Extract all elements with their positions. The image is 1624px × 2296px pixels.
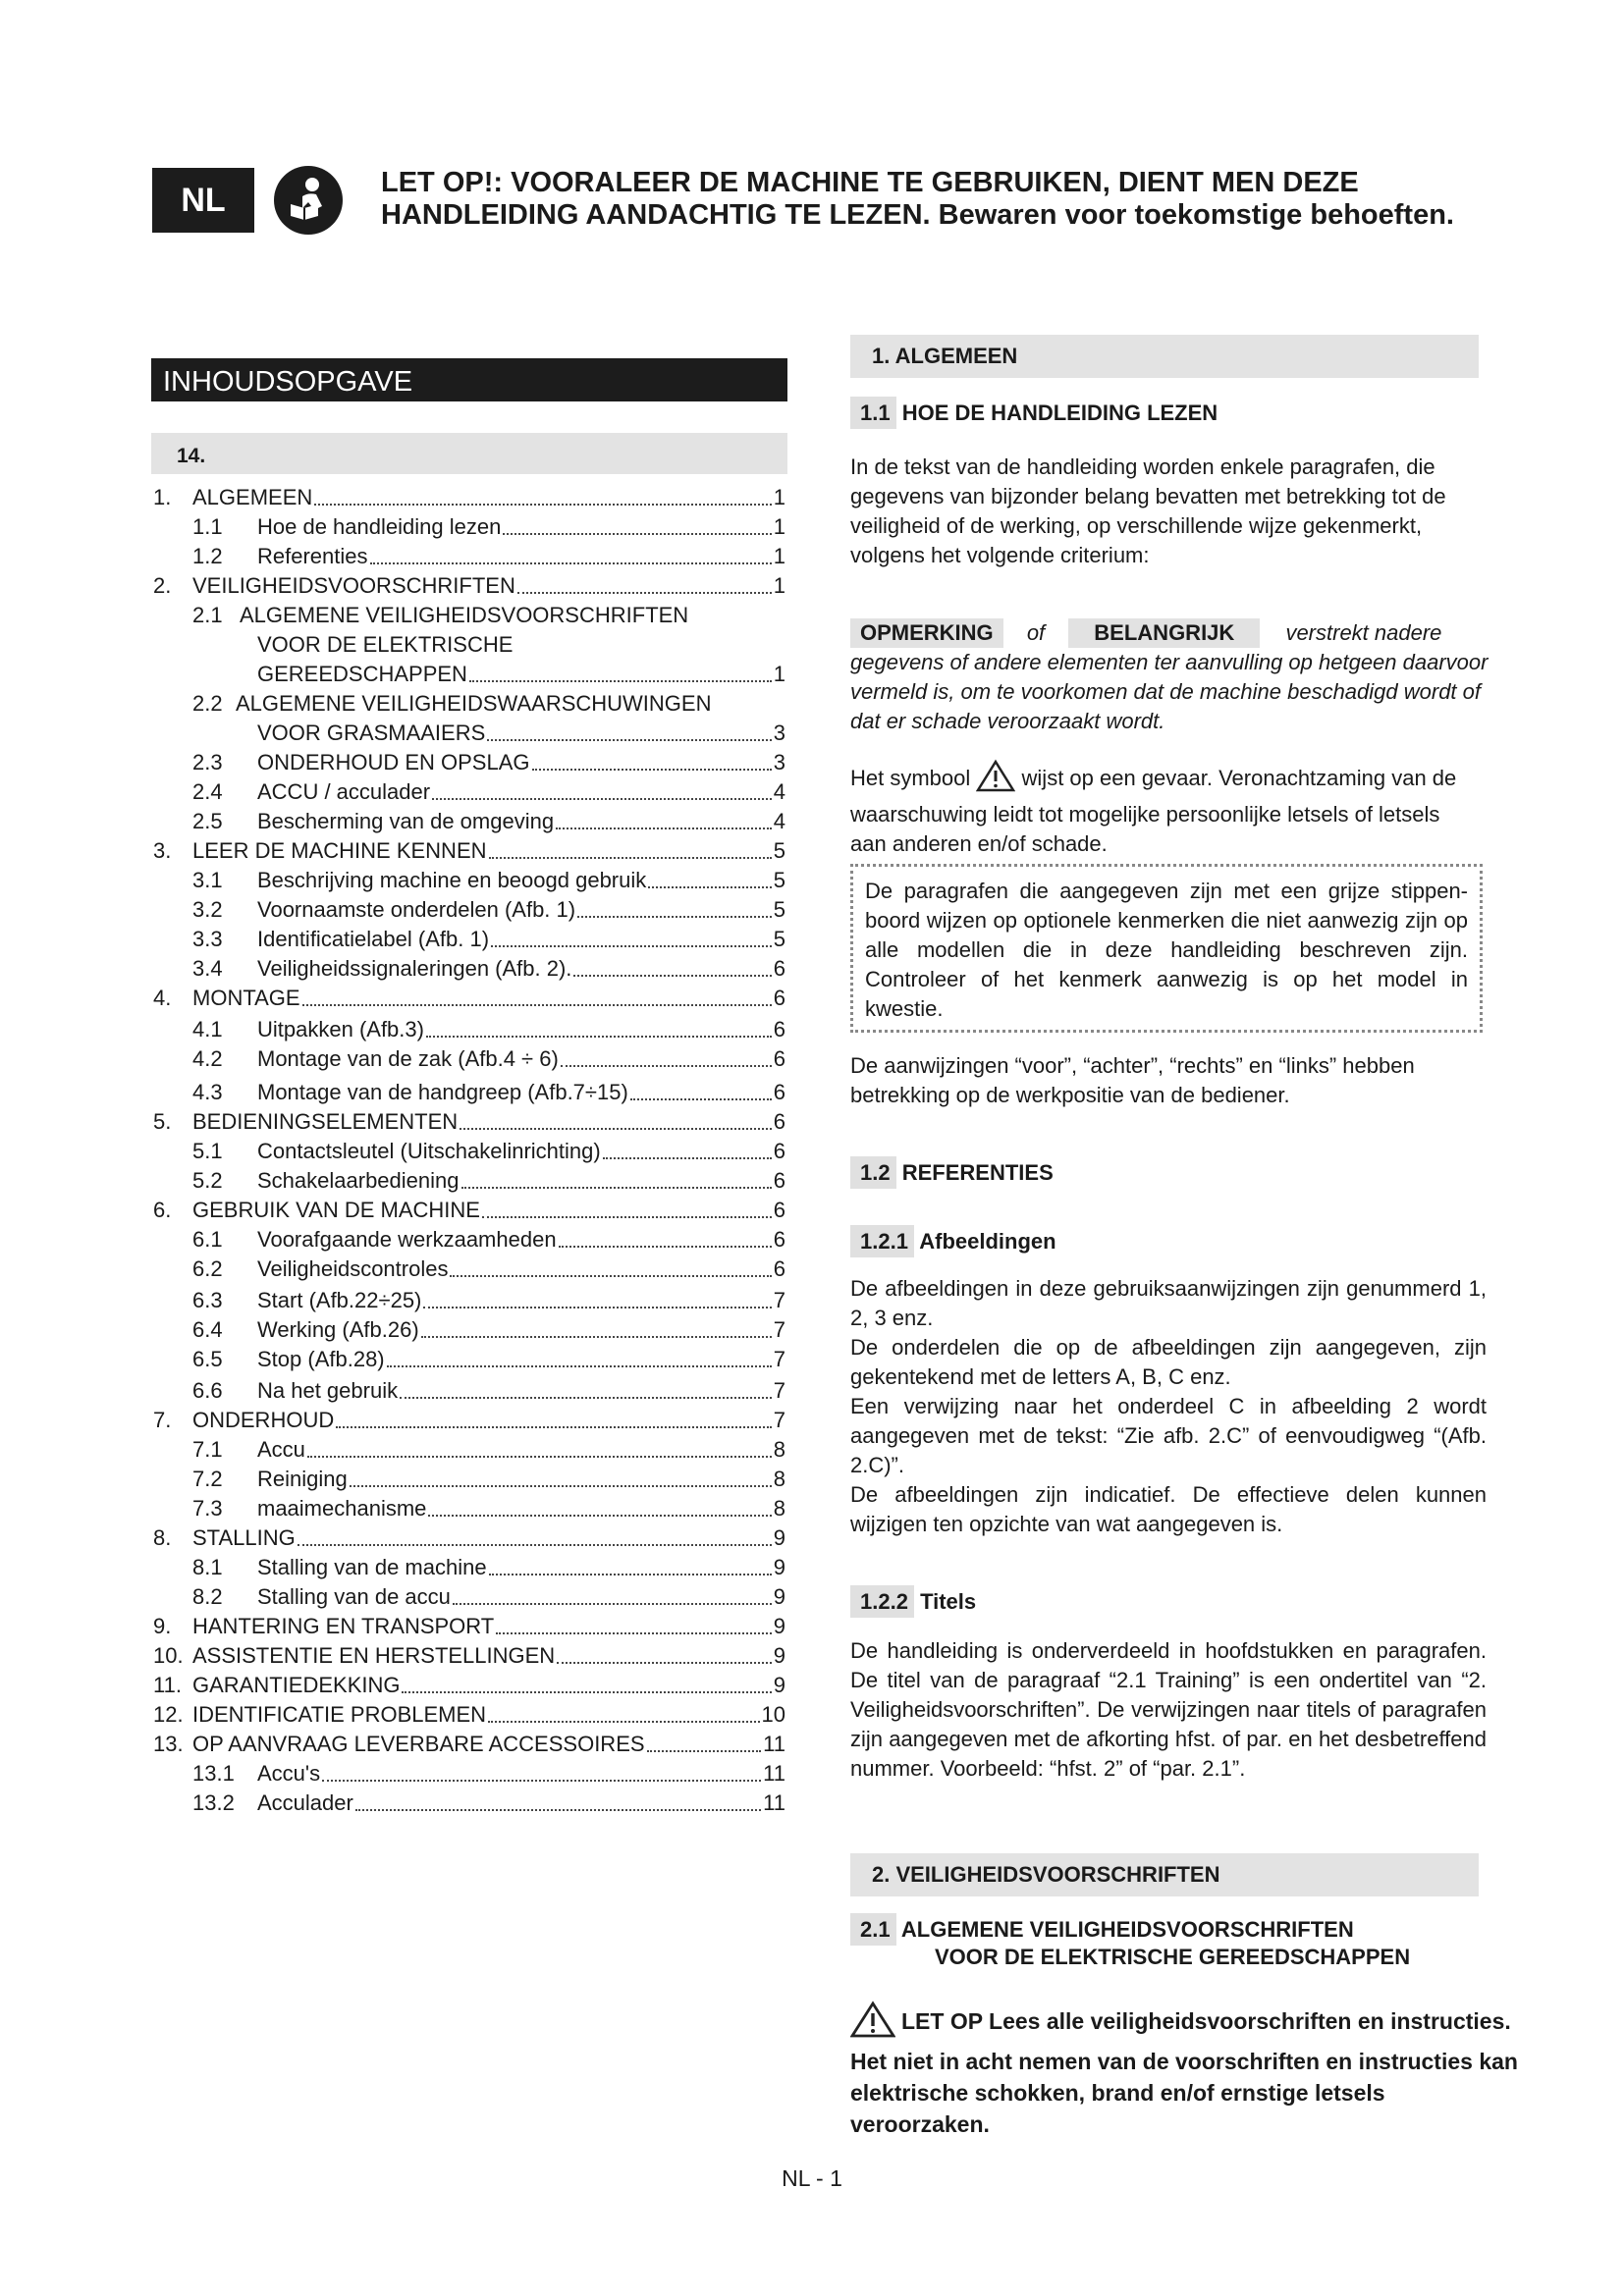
toc-entry-text: GEBRUIK VAN DE MACHINE [192, 1198, 480, 1222]
language-badge: NL [152, 168, 254, 233]
toc-entry-number: 3. [153, 838, 172, 863]
toc-entry-number: 6.2 [192, 1256, 223, 1281]
toc-entry-text: GEREEDSCHAPPEN [257, 662, 467, 686]
read-manual-icon [273, 165, 344, 236]
toc-entry-text: ONDERHOUD [192, 1408, 335, 1432]
toc-entry-text: IDENTIFICATIE PROBLEMEN [192, 1702, 487, 1727]
toc-entry-number: 1.1 [192, 514, 223, 539]
toc-entry [192, 1437, 785, 1463]
toc-entry [192, 1378, 785, 1404]
safety-warning [850, 2001, 1518, 2140]
toc-entry-text: ALGEMEEN [192, 485, 313, 509]
note-rest-1: verstrekt nadere [1285, 620, 1442, 645]
toc-entry [192, 956, 785, 982]
toc-entry-text: Stalling van de machine [257, 1555, 487, 1579]
toc-entry [192, 1139, 785, 1164]
toc-entry-continuation [257, 721, 785, 746]
subsection-text: Afbeeldingen [919, 1229, 1056, 1254]
toc-entry [192, 514, 785, 540]
toc-entry-page: 9 [773, 1614, 785, 1638]
toc-entry-number: 6.4 [192, 1317, 223, 1342]
toc-entry-text: Veiligheidscontroles [257, 1256, 449, 1281]
toc-entry-text: Identificatielabel (Afb. 1) [257, 927, 490, 951]
toc-entry-number: 4.2 [192, 1046, 223, 1071]
toc-leader-dots [307, 1455, 772, 1458]
toc-entry-number: 6.5 [192, 1347, 223, 1371]
subsection-number: 2.1 [850, 1913, 896, 1946]
toc-entry-page: 6 [773, 1046, 785, 1071]
toc-entry-continuation [257, 662, 785, 687]
toc-leader-dots [421, 1335, 772, 1338]
figures-p1: De afbeeldingen in deze gebruiksaanwijzingen zijn genummerd 1, 2, 3 enz. [850, 1276, 1487, 1330]
toc-entry-number: 10. [153, 1643, 184, 1668]
toc-entry-number: 5. [153, 1109, 172, 1134]
toc-entry-text: ALGEMENE VEILIGHEIDSWAARSCHUWINGEN [236, 691, 712, 716]
toc-leader-dots [496, 1631, 772, 1634]
toc-leader-dots [517, 591, 772, 594]
toc-entry-page: 11 [763, 1790, 785, 1815]
toc-entry-number: 6. [153, 1198, 172, 1222]
toc-entry [192, 1467, 785, 1492]
toc-entry-page: 6 [773, 1198, 785, 1222]
toc-entry-number: 1.2 [192, 544, 223, 568]
toc-entry-page: 8 [773, 1437, 785, 1462]
toc-entry-number: 7. [153, 1408, 172, 1432]
toc-entry-text: Stalling van de accu [257, 1584, 451, 1609]
toc-entry-number: 11. [153, 1673, 182, 1697]
subsection-1-1-title [860, 399, 1218, 428]
subsection-text: HOE DE HANDLEIDING LEZEN [901, 400, 1218, 425]
opmerking-chip: OPMERKING [850, 618, 1003, 648]
toc-entry-number: 2.2 [192, 691, 223, 716]
toc-entry-page: 1 [773, 662, 785, 686]
toc-entry-text: Beschrijving machine en beoogd gebruik [257, 868, 647, 892]
toc-leader-dots [402, 1690, 771, 1693]
toc-leader-dots [489, 856, 772, 859]
subsection-text-2: VOOR DE ELEKTRISCHE GEREEDSCHAPPEN [935, 1945, 1411, 1969]
figures-p4: De afbeeldingen zijn indicatief. De effectieve delen kunnen wijzigen ten opzichte van wat aangegeven is. [850, 1482, 1487, 1536]
toc-entry-number: 6.1 [192, 1227, 223, 1252]
subsection-text: REFERENTIES [901, 1160, 1054, 1185]
toc-entry-text: ALGEMENE VEILIGHEIDSVOORSCHRIFTEN [240, 603, 689, 627]
toc-entry-text: Acculader [257, 1790, 353, 1815]
symbol-post: wijst op een gevaar. Veronachtzaming van de waarschuwing leidt tot mogelijke persoonlijke letsels of letsels aan anderen en/of schade. [850, 765, 1457, 856]
toc-entry-page: 9 [773, 1525, 785, 1550]
intro-paragraph: In de tekst van de handleiding worden enkele paragrafen, die gegevens van bijzonder belang bevatten met betrekking tot de veiligheid of de werking, op verschillende wijze gekenmerkt, volgens het volgende criterium: [850, 454, 1446, 567]
symbol-pre: Het symbool [850, 765, 971, 790]
toc-leader-dots [648, 885, 772, 888]
warning-triangle-icon [976, 759, 1015, 800]
toc-entry-text: Bescherming van de omgeving [257, 809, 555, 833]
toc-entry-number: 4. [153, 986, 172, 1010]
toc-leader-dots [573, 974, 771, 977]
toc-entry-page: 1 [773, 544, 785, 568]
toc-entry-number: 9. [153, 1614, 172, 1638]
toc-entry [192, 1046, 785, 1072]
toc-entry-text: Accu's [257, 1761, 321, 1786]
toc-leader-dots [350, 1484, 772, 1487]
toc-entry [192, 1017, 785, 1042]
toc-entry [153, 1614, 785, 1639]
toc-entry-page: 6 [773, 1139, 785, 1163]
toc-entry-text: Montage van de handgreep (Afb.7÷15) [257, 1080, 628, 1104]
toc-leader-dots [450, 1274, 771, 1277]
toc-entry [192, 1790, 785, 1816]
subsection-number: 1.2.2 [850, 1585, 914, 1618]
toc-entry-page: 7 [773, 1317, 785, 1342]
toc-entry-page: 9 [773, 1643, 785, 1668]
toc-entry-text: MONTAGE [192, 986, 300, 1010]
toc-entry [192, 1347, 785, 1372]
toc-entry-number: 7.3 [192, 1496, 223, 1521]
toc-entry-text: Werking (Afb.26) [257, 1317, 419, 1342]
toc-entry-page: 3 [773, 750, 785, 774]
toc-entry-number: 3.3 [192, 927, 223, 951]
toc-entry [192, 1584, 785, 1610]
toc-leader-dots [503, 532, 771, 535]
toc-entry-text: GARANTIEDEKKING [192, 1673, 401, 1697]
toc-entry-text: VOOR DE ELEKTRISCHE [257, 632, 514, 657]
toc-entry-text: Contactsleutel (Uitschakelinrichting) [257, 1139, 601, 1163]
toc-entry-number: 13.1 [192, 1761, 235, 1786]
toc-entry-page: 7 [773, 1378, 785, 1403]
subsection-text: Titels [920, 1589, 977, 1614]
subsection-1-2-2-title [860, 1587, 976, 1617]
toc-leader-dots [314, 503, 771, 506]
warning-triangle-icon [850, 2001, 895, 2046]
toc-entry-page: 9 [773, 1584, 785, 1609]
toc-entry-text: STALLING [192, 1525, 296, 1550]
toc-entry-page: 1 [773, 573, 785, 598]
toc-leader-dots [532, 768, 772, 771]
toc-entry-number: 5.1 [192, 1139, 223, 1163]
toc-entry [192, 603, 785, 628]
toc-entry-text: Stop (Afb.28) [257, 1347, 385, 1371]
toc-leader-dots [577, 915, 772, 918]
toc-entry-number: 7.2 [192, 1467, 223, 1491]
toc-entry-number: 3.1 [192, 868, 223, 892]
toc-leader-dots [482, 1215, 772, 1218]
toc-leader-dots [302, 1003, 772, 1006]
toc-entry-page: 6 [773, 1109, 785, 1134]
toc-entry-page: 6 [773, 1080, 785, 1104]
toc-entry-continuation [257, 632, 785, 658]
toc-entry-page: 7 [773, 1408, 785, 1432]
toc-entry-text: ASSISTENTIE EN HERSTELLINGEN [192, 1643, 556, 1668]
belangrijk-chip: BELANGRIJK [1068, 618, 1260, 648]
toc-entry-page: 6 [773, 1017, 785, 1041]
toc-entry-text: Start (Afb.22÷25) [257, 1288, 422, 1312]
toc-entry [153, 1673, 785, 1698]
toc-entry-page: 4 [773, 809, 785, 833]
toc-entry-text: Referenties [257, 544, 368, 568]
toc-entry-page: 8 [773, 1496, 785, 1521]
toc-entry [153, 838, 785, 864]
toc-leader-dots [428, 1514, 771, 1517]
toc-leader-dots [322, 1779, 761, 1782]
toc-leader-dots [630, 1097, 772, 1100]
toc-entry-text: LEER DE MACHINE KENNEN [192, 838, 487, 863]
toc-entry-number: 3.4 [192, 956, 223, 981]
toc-leader-dots [469, 679, 772, 682]
toc-entry-number: 8. [153, 1525, 172, 1550]
toc-entry-number: 6.6 [192, 1378, 223, 1403]
toc-entry-text: Na het gebruik [257, 1378, 399, 1403]
toc-entry-page: 5 [773, 897, 785, 922]
toc-entry-text: ONDERHOUD EN OPSLAG [257, 750, 530, 774]
toc-entry-page: 6 [773, 1256, 785, 1281]
toc-entry [192, 544, 785, 569]
toc-leader-dots [488, 1720, 759, 1723]
toc-entry [192, 1555, 785, 1580]
toc-entry-number: 7.1 [192, 1437, 223, 1462]
page-number: NL - 1 [782, 2165, 842, 2191]
toc-entry-text: maaimechanisme [257, 1496, 427, 1521]
toc-entry [192, 1080, 785, 1105]
toc-entry [192, 868, 785, 893]
toc-leader-dots [556, 827, 772, 829]
toc-entry-text: Accu [257, 1437, 305, 1462]
section-2-title: 2. VEILIGHEIDSVOORSCHRIFTEN [850, 1853, 1479, 1896]
toc-entry-page: 7 [773, 1347, 785, 1371]
toc-entry [192, 1227, 785, 1253]
toc-leader-dots [370, 561, 772, 564]
toc-entry-text: HANTERING EN TRANSPORT [192, 1614, 495, 1638]
toc-entry-number: 6.3 [192, 1288, 223, 1312]
subsection-number: 1.2.1 [850, 1225, 914, 1257]
toc-leader-dots [487, 738, 771, 741]
header-warning [381, 167, 1598, 232]
toc-entry [153, 1198, 785, 1223]
toc-leader-dots [557, 1661, 772, 1664]
toc-entry-page: 7 [773, 1288, 785, 1312]
toc-entry-page: 4 [773, 779, 785, 804]
toc-entry-text: Voorafgaande werkzaamheden [257, 1227, 557, 1252]
toc-entry [153, 1702, 785, 1728]
toc-entry-page: 6 [773, 956, 785, 981]
toc-leader-dots [426, 1035, 772, 1038]
subsection-1-2-1-title [860, 1227, 1056, 1256]
toc-entry [192, 1496, 785, 1522]
note-paragraph [850, 618, 1489, 736]
toc-entry-number: 2.4 [192, 779, 223, 804]
subsection-number: 1.2 [850, 1156, 896, 1189]
toc-entry-page: 11 [763, 1732, 785, 1756]
toc-leader-dots [432, 797, 772, 800]
toc-entry [153, 1525, 785, 1551]
toc-entry [192, 779, 785, 805]
toc-title: INHOUDSOPGAVE [151, 358, 787, 401]
section-1-title: 1. ALGEMEEN [850, 335, 1479, 378]
figures-paragraph [850, 1274, 1487, 1539]
toc-entry-page: 5 [773, 838, 785, 863]
toc-entry-page: 1 [773, 514, 785, 539]
toc-entry [192, 1288, 785, 1313]
toc-leader-dots [298, 1543, 772, 1546]
toc-entry-number: 8.2 [192, 1584, 223, 1609]
toc-leader-dots [489, 1573, 772, 1575]
toc-entry [153, 1732, 785, 1757]
subsection-number: 1.1 [850, 397, 896, 429]
toc-entry-number: 2.3 [192, 750, 223, 774]
toc-leader-dots [336, 1425, 772, 1428]
toc-entry-page: 3 [773, 721, 785, 745]
toc-entry-number: 13. [153, 1732, 184, 1756]
toc-entry-number: 1. [153, 485, 172, 509]
toc-entry-text: Reiniging [257, 1467, 348, 1491]
toc-entry-text: Uitpakken (Afb.3) [257, 1017, 424, 1041]
toc-entry [192, 927, 785, 952]
toc-entry [153, 1643, 785, 1669]
toc-entry-number: 2.1 [192, 603, 223, 627]
toc-entry-page: 5 [773, 868, 785, 892]
toc-entry-number: 2.5 [192, 809, 223, 833]
toc-entry-text: Montage van de zak (Afb.4 ÷ 6) [257, 1046, 559, 1071]
toc-entry [153, 485, 785, 510]
toc-entry-page: 1 [773, 485, 785, 509]
toc-entry-text: Schakelaarbediening [257, 1168, 460, 1193]
figures-p3: Een verwijzing naar het onderdeel C in afbeelding 2 wordt aangegeven met de tekst: “Zie afb. 2.C” of eenvoudigweg “(Afb. 2.C)”. [850, 1394, 1487, 1477]
toc-entry-number: 3.2 [192, 897, 223, 922]
toc-entry-text: Veiligheidssignaleringen (Afb. 2). [257, 956, 572, 981]
toc-entry [153, 986, 785, 1011]
toc-entry-text: Hoe de handleiding lezen [257, 514, 502, 539]
toc-entry-number: 12. [153, 1702, 184, 1727]
note-rest-2: gegevens of andere elementen ter aanvulling op hetgeen daarvoor vermeld is, om te voorkomen dat de machine beschadigd wordt of dat er schade veroorzaakt wordt. [850, 650, 1489, 733]
toc-entry-page: 8 [773, 1467, 785, 1491]
toc-entry-text: Voornaamste onderdelen (Afb. 1) [257, 897, 576, 922]
toc-entry [192, 691, 785, 717]
toc-entry-number: 5.2 [192, 1168, 223, 1193]
header-warning-line2: HANDLEIDING AANDACHTIG TE LEZEN. Bewaren voor toekomstige behoeften. [381, 199, 1454, 231]
toc-leader-dots [355, 1808, 761, 1811]
toc-entry-number: 4.1 [192, 1017, 223, 1041]
toc-entry-page: 9 [773, 1673, 785, 1697]
toc-entry [192, 897, 785, 923]
toc-entry-page: 11 [763, 1761, 785, 1786]
toc-leader-dots [423, 1306, 771, 1308]
toc-entry-number: 2. [153, 573, 172, 598]
titles-paragraph: De handleiding is onderverdeeld in hoofdstukken en paragrafen. De titel van de paragraaf “2.1 Training” is een ondertitel van “2. Veiligheidsvoorschriften”. De verwijzingen naar titels of paragrafen zijn aangegeven met de afkorting hfst. of par. en het desbetreffend nummer. Voorbeeld: “hfst. 2” of “par. 2.1”. [850, 1638, 1487, 1781]
safety-warning-text: LET OP Lees alle veiligheidsvoorschriften en instructies. Het niet in acht nemen van de voorschriften en instructies kan elektrische schokken, brand en/of ernstige letsels veroorzaken. [850, 2008, 1518, 2137]
toc-subtitle: 14. [151, 433, 787, 474]
toc-entry-page: 6 [773, 1227, 785, 1252]
optional-features-note: De paragrafen die aangegeven zijn met een grijze stippen-boord wijzen op optionele kenmerken die niet aanwezig zijn op alle modellen die in deze handleiding beschreven zijn. Controleer of het kenmerk aanwezig is op het model in kwestie. [850, 864, 1483, 1033]
toc-leader-dots [460, 1127, 772, 1130]
toc-leader-dots [453, 1602, 772, 1605]
toc-entry-number: 13.2 [192, 1790, 235, 1815]
toc-entry-page: 9 [773, 1555, 785, 1579]
toc-entry-page: 6 [773, 1168, 785, 1193]
toc-entry-page: 10 [761, 1702, 785, 1727]
header-warning-line1: LET OP!: VOORALEER DE MACHINE TE GEBRUIKEN, DIENT MEN DEZE [381, 167, 1359, 198]
toc-leader-dots [559, 1245, 772, 1248]
word-of: of [1026, 620, 1046, 645]
toc-leader-dots [647, 1749, 762, 1752]
toc-entry-number: 4.3 [192, 1080, 223, 1104]
toc-leader-dots [400, 1396, 772, 1399]
figures-p2: De onderdelen die op de afbeeldingen zijn aangegeven, zijn gekentekend met de letters A, B, C enz. [850, 1335, 1487, 1389]
toc-leader-dots [561, 1064, 772, 1067]
toc-leader-dots [387, 1364, 772, 1367]
toc-entry-page: 6 [773, 986, 785, 1010]
directions-paragraph: De aanwijzingen “voor”, “achter”, “rechts” en “links” hebben betrekking op de werkpositie van de bediener. [850, 1053, 1415, 1107]
toc-entry [192, 809, 785, 834]
symbol-paragraph [850, 759, 1479, 859]
subsection-text-1: ALGEMENE VEILIGHEIDSVOORSCHRIFTEN [900, 1917, 1354, 1942]
toc-entry-text: VOOR GRASMAAIERS [257, 721, 486, 745]
toc-entry-text: BEDIENINGSELEMENTEN [192, 1109, 459, 1134]
toc-entry [192, 1168, 785, 1194]
toc-entry [153, 1109, 785, 1135]
toc-entry [192, 1256, 785, 1282]
toc-entry [192, 750, 785, 775]
toc-entry [153, 573, 785, 599]
toc-entry [192, 1761, 785, 1787]
toc-entry-text: VEILIGHEIDSVOORSCHRIFTEN [192, 573, 515, 598]
toc-entry [153, 1408, 785, 1433]
subsection-2-1-title [860, 1916, 1410, 1971]
toc-leader-dots [461, 1186, 772, 1189]
toc-leader-dots [603, 1156, 772, 1159]
toc-leader-dots [491, 944, 772, 947]
toc-entry-page: 5 [773, 927, 785, 951]
toc-entry-text: OP AANVRAAG LEVERBARE ACCESSOIRES [192, 1732, 645, 1756]
subsection-1-2-title [860, 1158, 1054, 1188]
toc-entry-number: 8.1 [192, 1555, 223, 1579]
toc-entry-text: ACCU / acculader [257, 779, 431, 804]
toc-entry [192, 1317, 785, 1343]
